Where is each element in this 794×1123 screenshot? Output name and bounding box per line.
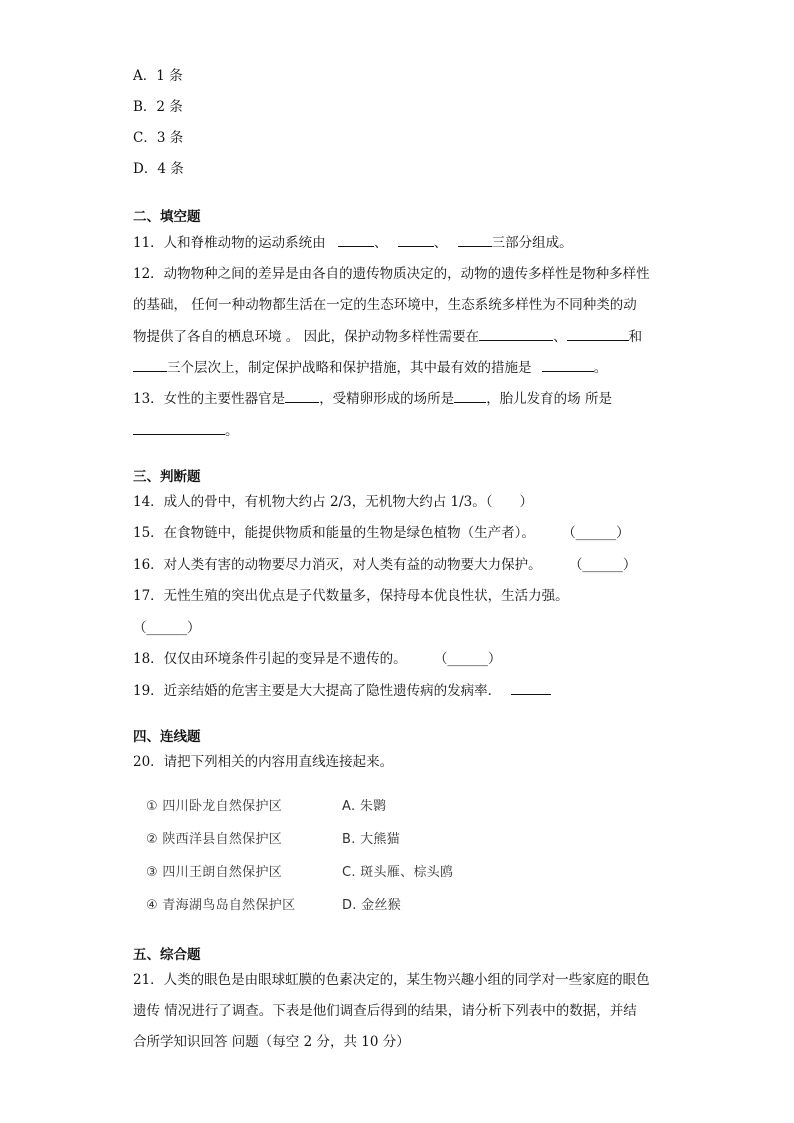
match-right-d[interactable]: D. 金丝猴 (342, 898, 402, 913)
q12-blank-2[interactable] (567, 326, 629, 341)
question-12-line-1: 12．动物物种之间的差异是由各自的遗传物质决定的，动物的遗传多样性是物种多样性 (133, 266, 650, 282)
match-left-1[interactable]: ① 四川卧龙自然保护区 (146, 799, 283, 814)
q16-answer-paren[interactable]: （______） (575, 557, 637, 573)
q17-answer-paren[interactable]: （______） (133, 620, 201, 636)
q11-blank-2[interactable] (398, 232, 434, 247)
q12-text-b: 、 (553, 329, 567, 345)
match-left-4[interactable]: ④ 青海湖鸟岛自然保护区 (146, 898, 296, 913)
q12-blank-1[interactable] (479, 326, 553, 341)
q18-answer-paren[interactable]: （______） (440, 651, 502, 667)
question-13-line-2 (133, 420, 239, 441)
q13-text-d: 。 (225, 423, 239, 439)
q12-text-d: 三个层次上，制定保护战略和保护措施，其中最有效的措施是 (167, 360, 532, 376)
q12-blank-4[interactable] (542, 357, 594, 372)
match-right-c[interactable]: C. 斑头雁、棕头鸥 (342, 865, 454, 880)
question-21-line-3: 合所学知识回答 问题（每空 2 分，共 10 分） (133, 1034, 410, 1050)
q11-blank-1[interactable] (338, 232, 374, 247)
question-11 (133, 232, 573, 253)
question-14: 14．成人的骨中，有机物大约占 2/3，无机物大约占 1/3。（ ） (133, 494, 533, 510)
section-heading-matching: 四、连线题 (133, 729, 201, 745)
question-12-line-2: 的基础， 任何一种动物都生活在一定的生态环境中，生态系统多样性为不同种类的动 (133, 297, 637, 313)
q13-blank-3[interactable] (133, 420, 225, 435)
option-b: B．2 条 (133, 99, 183, 115)
section-heading-comprehensive: 五、综合题 (133, 947, 201, 963)
q11-text-d: 三部分组成。 (491, 235, 573, 251)
q12-blank-3[interactable] (133, 357, 167, 372)
q19-blank[interactable] (511, 680, 551, 695)
q15-answer-paren[interactable]: （______） (568, 525, 630, 541)
match-row-1 (146, 795, 387, 814)
question-20: 20．请把下列相关的内容用直线连接起来。 (133, 754, 394, 770)
option-d: D．4 条 (133, 161, 184, 177)
q11-blank-3[interactable] (458, 232, 492, 247)
question-19 (133, 680, 551, 701)
match-left-3[interactable]: ③ 四川王朗自然保护区 (146, 865, 283, 880)
q19-text: 19．近亲结婚的危害主要是大大提高了隐性遗传病的发病率． (133, 683, 502, 699)
q12-text-c: 和 (628, 329, 643, 345)
section-heading-judgement: 三、判断题 (133, 469, 201, 485)
q13-text-a: 13．女性的主要性器官是 (133, 391, 286, 407)
q11-text-c: 、 (433, 235, 448, 251)
option-a: A．1 条 (133, 68, 183, 84)
match-right-a[interactable]: A. 朱鹮 (342, 799, 387, 814)
question-21-line-1: 21．人类的眼色是由眼球虹膜的色素决定的，某生物兴趣小组的同学对一些家庭的眼色 (133, 972, 650, 988)
question-15 (133, 523, 630, 543)
question-12-line-3 (133, 326, 642, 347)
q18-text: 18．仅仅由环境条件引起的变异是不遗传的。 (133, 651, 407, 667)
q11-text-a: 11．人和脊椎动物的运动系统由 (133, 235, 326, 251)
section-heading-fill-in: 二、填空题 (133, 209, 201, 225)
question-12-line-4 (133, 357, 607, 378)
question-13 (133, 388, 612, 409)
option-c: C．3 条 (133, 130, 184, 146)
question-16 (133, 555, 636, 575)
match-row-2 (146, 828, 400, 847)
q13-text-b: ，受精卵形成的场所是 (319, 391, 455, 407)
question-17: 17．无性生殖的突出优点是子代数量多，保持母本优良性状，生活力强。 (133, 588, 569, 604)
q13-blank-2[interactable] (454, 388, 486, 403)
question-21-line-2: 遗传 情况进行了调查。下表是他们调查后得到的结果，请分析下列表中的数据，并结 (133, 1003, 637, 1019)
q16-text: 16．对人类有害的动物要尽力消灭，对人类有益的动物要大力保护。 (133, 557, 542, 573)
q13-text-c: ，胎儿发育的场 所是 (486, 391, 612, 407)
match-left-2[interactable]: ② 陕西洋县自然保护区 (146, 832, 283, 847)
match-right-b[interactable]: B. 大熊猫 (342, 832, 400, 847)
q15-text: 15．在食物链中，能提供物质和能量的生物是绿色植物（生产者）。 (133, 525, 535, 541)
q12-text-e: 。 (593, 360, 608, 376)
question-18 (133, 649, 501, 669)
match-row-4 (146, 894, 402, 913)
match-row-3 (146, 861, 454, 880)
q13-blank-1[interactable] (285, 388, 319, 403)
q11-text-b: 、 (373, 235, 388, 251)
q12-text-a: 物提供了各自的栖息环境 。 因此，保护动物多样性需要在 (133, 329, 480, 345)
